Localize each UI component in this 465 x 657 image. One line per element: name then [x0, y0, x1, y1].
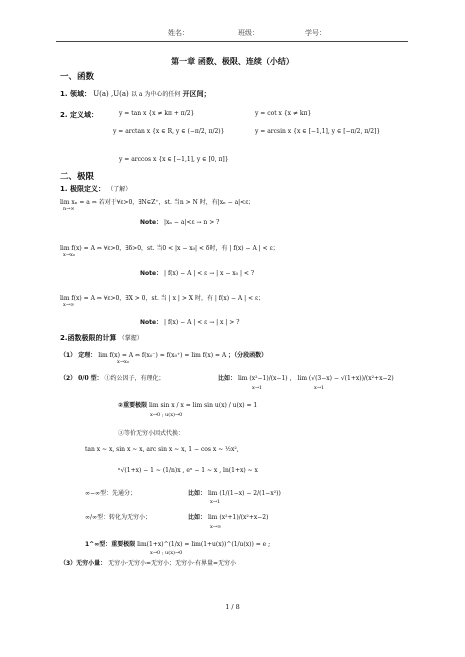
note-1-label: Note：: [140, 219, 163, 226]
header-class-label: 班级：: [238, 29, 259, 37]
finf-subscript: x→∞: [63, 302, 75, 308]
theorem-line: [60, 350, 267, 359]
type-1-inf-expr: lim(1+x)^(1/x) = lim(1+u(x))^(1/u(x)) = e ;: [137, 541, 271, 548]
type-00-method-1: ①约公因子，有理化；: [104, 375, 165, 382]
equiv-line-2: ⁿ√(1+x) − 1 ~ (1/n)x , eˣ − 1 ~ x , ln(1+x) ~ x: [118, 467, 258, 474]
domain-cot: [255, 110, 311, 117]
note-2-label: Note：: [140, 270, 163, 277]
type-00-line: [60, 373, 165, 382]
examples-4: [188, 512, 268, 521]
domain-arccos: [119, 156, 229, 163]
seq-limit-subscript: n→∞: [63, 206, 75, 212]
arcsin-func: y = arcsin x: [255, 128, 292, 135]
example-label-4: 比如：: [188, 514, 207, 521]
neighborhood-label: 1. 领域：: [60, 90, 91, 98]
tan-domain: {x ≠ kπ + π/2}: [148, 110, 195, 117]
domain-label: [60, 110, 98, 120]
arcsin-domain: {x ∈ [−1,1], y ∈ [−π/2, π/2]}: [293, 128, 381, 135]
function-limit-inf-def: lim f(x) = A ⇔ ∀ε>0，∃X > 0，st. 当 | x | > X 时，有 | f(x) − A | < ε；: [60, 295, 265, 302]
type-00-fraction: 0/0: [78, 375, 89, 382]
example-1: lim (x²−1)/(x−1): [237, 375, 288, 382]
domain-tan: [119, 110, 194, 117]
type-inf-minus-inf: ∞−∞型：先通分；: [85, 490, 137, 497]
domain-label-text: 2. 定义域：: [60, 111, 98, 119]
section-heading-functions: 一、函数: [60, 72, 95, 82]
type-1-inf: [85, 539, 270, 548]
calc-note: （掌握）: [118, 335, 143, 342]
equiv-line-1: tan x ~ x, sin x ~ x, arc sin x ~ x, 1 − cos x ~ ½x²,: [85, 446, 239, 453]
limit-def-label: 1. 极限定义：: [60, 185, 105, 193]
example-4: lim (x²+1)/(x²+x−2): [207, 514, 269, 521]
header-name-label: 姓名：: [168, 29, 189, 37]
neighborhood-desc: 以 a 为中心的任何: [130, 91, 181, 98]
fx0-subscript: x→x₀: [63, 252, 75, 258]
examples-3: [188, 488, 281, 497]
example-label-1: 比如：: [218, 375, 237, 382]
note-3: [140, 317, 239, 326]
arccos-func: y = arccos x: [119, 156, 157, 163]
header-id-label: 学号：: [305, 29, 326, 37]
note-2: [140, 268, 254, 277]
type-inf-over-inf: ∞/∞型：转化为无穷小；: [85, 514, 152, 521]
domain-arcsin: [255, 128, 380, 135]
infinitesimal-line: [60, 558, 236, 567]
note-1: [140, 217, 219, 226]
fx0-lhs: lim f(x) = A ⇔ ∀ε>0，∃δ>0，st.: [60, 245, 155, 252]
equiv-label: ③等价无穷小因式代换：: [118, 430, 185, 437]
tan-func: y = tan x: [119, 110, 147, 117]
example-label-3: 比如：: [188, 490, 207, 497]
cot-domain: {x ≠ kπ}: [283, 110, 312, 117]
infinitesimal-label: （3）无穷小量：: [60, 560, 107, 567]
important-limit-1-subscript: x→0 ; u(x)→0: [150, 412, 183, 418]
fx0-rhs: 当0 < |x − x₀| < δ时，有 | f(x) − A | < ε；: [156, 245, 279, 252]
page-number: 1 / 8: [225, 603, 240, 611]
neighborhood-tail: 开区间；: [182, 90, 211, 98]
example-3: lim (1/(1−x) − 2/(1−x²)): [207, 490, 281, 497]
page-title: 第一章 函数、极限、连续（小结）: [171, 57, 294, 66]
examples-1: 比如： lim (x²−1)/(x−1) ， lim (√(3−x) − √(1+x))/(x²+x−2): [218, 375, 394, 382]
example-4-subscript: x→∞: [210, 524, 222, 530]
seq-limit-lhs: lim xₙ = a ⇔: [60, 199, 97, 206]
theorem-expr: lim f(x) = A ⇔ f(x₀⁻) = f(x₀⁺) = lim f(x) = A: [98, 352, 227, 359]
type-00-type: 型：: [90, 375, 103, 382]
arccos-domain: {x ∈ [−1,1], y ∈ [0, π]}: [158, 156, 229, 163]
example-3-subscript: x→1: [210, 499, 221, 505]
important-limit-1-expr: lim sin x / x = lim sin u(x) / u(x) = 1: [149, 402, 258, 409]
theorem-tail: ；（分段函数）: [228, 352, 268, 359]
theorem-subscript: x→x₀: [117, 359, 129, 365]
theorem-label: （1） 定理：: [60, 352, 97, 359]
example-1-subscript: x→1: [252, 385, 263, 391]
arctan-domain: {x ∈ R, y ∈ (−π/2, π/2)}: [152, 128, 225, 135]
domain-arctan: [113, 128, 224, 135]
infinitesimal-desc: 无穷小·无穷小=无穷小；无穷小·有界量=无穷小: [108, 560, 236, 567]
limit-def-note: （了解）: [107, 186, 132, 193]
calc-label: 2.函数极限的计算: [60, 334, 117, 342]
example-2: lim (√(3−x) − √(1+x))/(x²+x−2): [297, 375, 394, 382]
neighborhood-line: [60, 89, 211, 99]
example-2-subscript: x→1: [314, 385, 325, 391]
seq-limit-rhs: 若对于∀ε>0，∃N∈Z⁺，st. 当n > N 时，有|xₙ − a|<ε；: [98, 199, 255, 206]
cot-func: y = cot x: [255, 110, 282, 117]
header-rule: [56, 41, 408, 42]
function-limit-x0-def: [60, 243, 279, 252]
type-1-inf-subscript: x→0 ; u(x)→0: [150, 550, 183, 556]
section-heading-limits: 二、极限: [60, 172, 95, 182]
limit-definition-heading: [60, 184, 131, 194]
type-1-inf-label: 1^∞型：重要极限: [85, 541, 136, 548]
important-limit-1-label: ②重要极限: [118, 402, 148, 409]
note-1-text: |xₙ − a|<ε → n > ?: [164, 219, 220, 226]
type-00-label: （2）: [60, 375, 77, 382]
important-limit-1: [118, 400, 257, 409]
note-2-text: | f(x) − A | < ε → | x − x₀ | < ?: [164, 270, 255, 277]
note-3-text: | f(x) − A | < ε → | x | > ?: [164, 319, 240, 326]
sequence-limit-def: [60, 197, 254, 206]
arctan-func: y = arctan x: [113, 128, 151, 135]
calc-heading: [60, 333, 143, 343]
note-3-label: Note：: [140, 319, 163, 326]
neighborhood-expr: U(a) ,U(a): [93, 90, 129, 98]
